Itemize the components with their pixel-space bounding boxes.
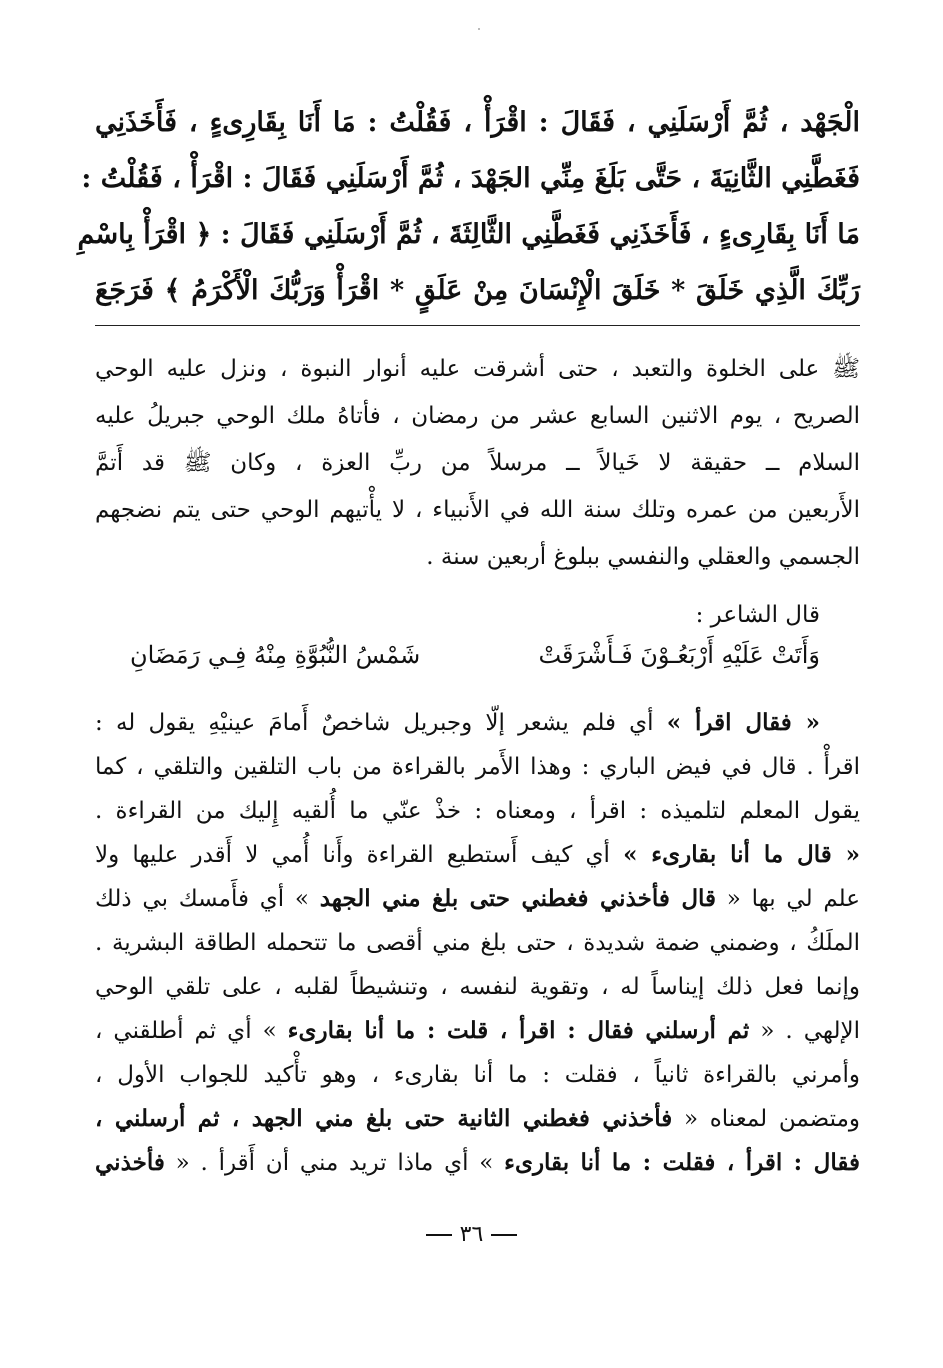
explanation-text: أي فلم يشعر إلّا وجبريل شاخصٌ أَمامَ عينيْهِ يقول له : bbox=[95, 710, 667, 736]
explanation-text: وإنما فعل ذلك إيناساً له ، وتقوية لنفسه ، وتنشيطاً لقلبه ، على تلقي الوحي bbox=[95, 974, 860, 1000]
page-number-footer bbox=[0, 1222, 943, 1247]
explanation-line bbox=[95, 1097, 860, 1141]
quoted-hadith-text: « فقال اقرأ » bbox=[666, 709, 820, 736]
explanation-line bbox=[95, 1053, 860, 1097]
hadith-line: فَغَطَّنِي الثَّانِيَةَ ، حَتَّى بَلَغَ مِنِّي الجَهْدَ ، ثُمَّ أَرْسَلَنِي فَقَالَ : اقْرَأْ ، فَقُلْتُ : bbox=[81, 163, 860, 194]
page-body bbox=[77, 95, 860, 1185]
hadith-line: رَبِّكَ الَّذِي خَلَقَ * خَلَقَ الْإِنْسَانَ مِنْ عَلَقٍ * اقْرَأْ وَرَبُّكَ الْأَكْرَمُ ﴾ فَرَجَعَ bbox=[95, 275, 860, 306]
explanation-text: علم لي بها « bbox=[716, 886, 860, 912]
explanation-paragraph bbox=[95, 701, 860, 1185]
explanation-text: ومتضمن لمعناه « bbox=[672, 1106, 860, 1132]
poem-intro: قال الشاعر : bbox=[695, 602, 820, 628]
quoted-hadith-text: فأخذني bbox=[95, 1149, 165, 1176]
explanation-line bbox=[95, 701, 860, 745]
explanation-line bbox=[95, 1009, 860, 1053]
quoted-hadith-text: فأخذني فغطني الثانية حتى بلغ مني الجهد ، ثم أرسلني ، bbox=[95, 1105, 673, 1132]
page-number: ٣٦ bbox=[459, 1222, 484, 1247]
explanation-text: » أي فأَمسك بي ذلك bbox=[95, 886, 320, 912]
explanation-line bbox=[95, 833, 860, 877]
poem-hemistich-second: شَمْسُ النُّبُوَّةِ مِنْهُ فِـي رَمَضَانِ bbox=[130, 641, 421, 669]
quoted-hadith-text: ثم أرسلني فقال : اقرأ ، قلت : ما أنا بقارىء bbox=[287, 1017, 750, 1044]
commentary-line: ﷺ على الخلوة والتعبد ، حتى أشرقت عليه أنوار النبوة ، ونزل عليه الوحي bbox=[95, 356, 860, 382]
explanation-text: » أي ماذا تريد مني أن أَقرأ . « bbox=[164, 1150, 505, 1176]
commentary-paragraph bbox=[95, 346, 860, 581]
commentary-line: الأَربعين من عمره وتلك سنة الله في الأَنبياء ، لا يأْتيهم الوحي حتى يتم نضجهم bbox=[95, 497, 860, 523]
explanation-text: » أي ثم أطلقني ، bbox=[95, 1018, 288, 1044]
explanation-text: أي كيف أَستطيع القراءة وأَنا أُمي لا أَقدر عليها ولا bbox=[95, 842, 624, 868]
poem-hemistich-first: وَأَتَتْ عَلَيْهِ أَرْبَعُـوْنَ فَـأَشْرَقَتْ bbox=[538, 641, 820, 669]
explanation-line bbox=[95, 745, 860, 789]
footer-dash bbox=[491, 1234, 517, 1236]
explanation-line bbox=[95, 789, 860, 833]
explanation-line bbox=[95, 965, 860, 1009]
explanation-text: الملَكُ ، وضمني ضمة شديدة ، حتى بلغ مني أقصى ما تتحمله الطاقة البشرية . bbox=[95, 930, 860, 956]
commentary-line: الصريح ، يوم الاثنين السابع عشر من رمضان ، فأتاهُ ملك الوحي جبريلُ عليه bbox=[95, 403, 860, 429]
hadith-line: مَا أَنَا بِقَارِىءٍ ، فَأَخَذَنِي فَغَطَّنِي الثَّالِثَةَ ، ثُمَّ أَرْسَلَنِي فَقَالَ : ﴿ اقْرَأْ بِاسْمِ bbox=[77, 219, 860, 250]
separator-rule bbox=[95, 325, 860, 326]
hadith-line: الْجَهْد ، ثُمَّ أَرْسَلَنِي ، فَقَالَ : اقْرَأْ ، فَقُلْتُ : مَا أَنَا بِقَارِىءٍ ، فَأَخَذَنِي bbox=[95, 107, 860, 138]
footer-dash bbox=[426, 1234, 452, 1236]
quoted-hadith-text: قال فأخذني فغطني حتى بلغ مني الجهد bbox=[319, 885, 717, 912]
scan-speck bbox=[478, 28, 480, 30]
quoted-hadith-text: « قال ما أنا بقارىء » bbox=[623, 841, 860, 868]
explanation-text: يقول المعلم لتلميذه : اقرأ ، ومعناه : خذْ عنّي ما أُلقيه إِليك من القراءة . bbox=[95, 798, 860, 824]
explanation-text: الإلهي . « bbox=[749, 1018, 860, 1044]
poem-verse bbox=[95, 635, 860, 675]
commentary-line: السلام ــ حقيقة لا خَيالاً ــ مرسلاً من ربِّ العزة ، وكان ﷺ قد أَتمَّ bbox=[95, 450, 860, 476]
quoted-hadith-text: فقال : اقرأ ، فقلت : ما أنا بقارىء bbox=[504, 1149, 860, 1176]
explanation-line bbox=[95, 921, 860, 965]
explanation-text: وأمرني بالقراءة ثانياً ، فقلت : ما أنا بقارىء ، وهو تأْكيد للجواب الأول ، bbox=[95, 1062, 860, 1088]
hadith-text bbox=[77, 95, 860, 319]
explanation-line bbox=[95, 877, 860, 921]
commentary-line: الجسمي والعقلي والنفسي ببلوغ أربعين سنة . bbox=[426, 544, 860, 570]
explanation-line bbox=[95, 1141, 860, 1185]
explanation-text: اقرأْ . قال في فيض الباري : وهذا الأَمر بالقراءة من باب التلقين والتلقي ، كما bbox=[95, 754, 860, 780]
